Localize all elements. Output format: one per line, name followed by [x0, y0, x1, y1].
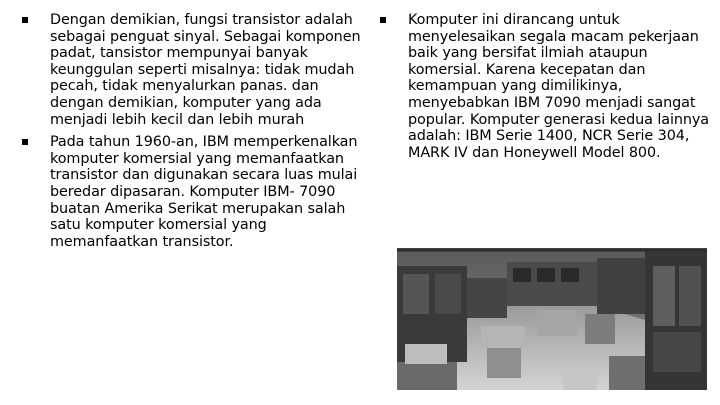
bullet-marker — [22, 17, 28, 23]
right-bullet-list — [380, 12, 712, 161]
left-bullet-list — [22, 12, 362, 250]
bullet-item — [380, 12, 712, 161]
right-column — [380, 12, 712, 167]
bullet-text: Dengan demikian, fungsi transistor adalah sebagai penguat sinyal. Sebagai komponen padat, tansistor mempunyai banyak keunggulan seperti misalnya: tidak mudah pecah, tidak menyalurkan panas. dan dengan demikian, komputer yang ada menjadi lebih kecil dan lebih murah — [50, 12, 361, 128]
bullet-marker — [380, 17, 386, 23]
bullet-text: Pada tahun 1960-an, IBM memperkenalkan komputer komersial yang memanfaatkan transistor dan digunakan secara luas mulai beredar dipasaran. Komputer IBM- 7090 buatan Amerika Serikat merupakan salah satu komputer komersial yang memanfaatkan transistor. — [50, 134, 358, 250]
bullet-marker — [22, 139, 28, 145]
left-column — [22, 12, 362, 256]
bullet-item — [22, 12, 362, 128]
computer-room-photo — [397, 248, 707, 390]
bullet-text: Komputer ini dirancang untuk menyelesaikan segala macam pekerjaan baik yang bersifat ilmiah ataupun komersial. Karena kecepatan dan kemampuan yang dimilikinya, menyebabkan IBM 7090 menjadi sangat popular. Komputer generasi kedua lainnya adalah: IBM Serie 1400, NCR Serie 304, MARK IV dan Honeywell Model 800. — [408, 12, 710, 161]
bullet-item — [22, 134, 362, 250]
